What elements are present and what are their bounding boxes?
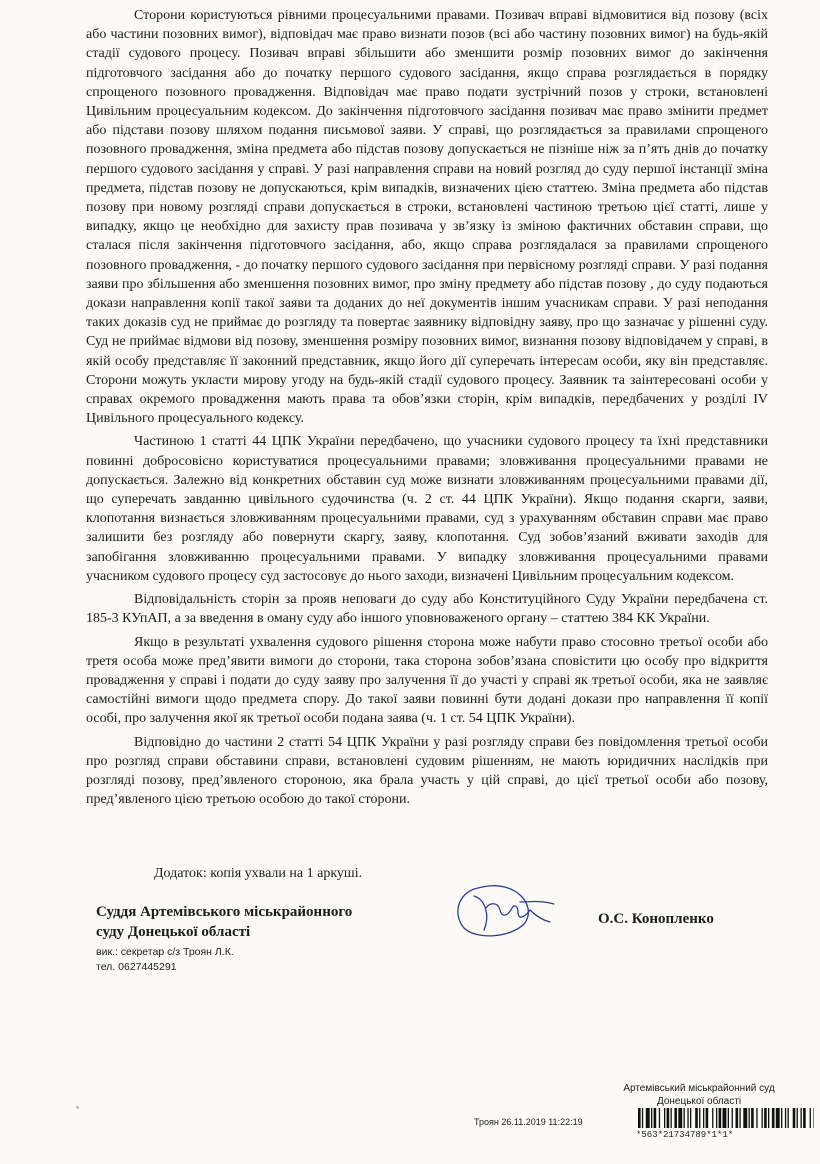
handwritten-signature	[450, 880, 560, 942]
barcode-bar	[781, 1108, 782, 1128]
barcode-bar	[642, 1108, 643, 1128]
barcode-bar	[776, 1108, 780, 1128]
paragraph-4: Якщо в результаті ухвалення судового рішення сторона може набути право стосовно третьої особи або третя особа може пред’явити вимоги до сторони, така сторона зобов’язана сповістити цю особу про відкриття провадження у справі і подати до суду заяву про залучення її до участі у справі як третьої особи, яка не заявляє самостійні вимоги щодо предмета спору. До такої заяви повинні бути додані докази про направлення її копії особі, про залучення якої як третьої особи подана заява (ч. 1 ст. 54 ЦПК України).	[86, 634, 768, 727]
barcode-bar	[699, 1108, 700, 1128]
barcode-bar	[659, 1108, 660, 1128]
barcode-bar	[690, 1108, 691, 1128]
barcode-bar	[739, 1108, 740, 1128]
punch-mark	[76, 1106, 79, 1109]
barcode-bar	[695, 1108, 698, 1128]
judge-title-line-2: суду Донецької області	[96, 924, 251, 940]
barcode-bar	[743, 1108, 747, 1128]
paragraph-3: Відповідальність сторін за прояв неповаги до суду або Конституційного Суду України передбачена ст. 185-3 КУпАП, а за введення в оману суду або іншого уповноваженого органу – статтею 384 КК України.	[86, 592, 768, 627]
barcode-bar	[762, 1108, 763, 1128]
registration-stamp: Троян 26.11.2019 11:22:19	[474, 1117, 583, 1127]
stamp-line-1: Артемівський міськрайонний суд	[623, 1083, 775, 1094]
barcode-bar	[712, 1108, 713, 1128]
barcode-bar	[654, 1108, 657, 1128]
paragraph-5: Відповідно до частини 2 статті 54 ЦПК України у разі розгляду справи без повідомлення третьої особи про розгляд справи обставини справи, встановлені судовим рішенням, не мають юридичних наслідків при розгляді позову, пред’явленого стороною, яка брала участь у цій справі, до цієї третьої особи або позову, пред’явленого цією третьою особою до такої сторони.	[86, 734, 768, 808]
barcode-bar	[723, 1108, 727, 1128]
barcode-bar	[810, 1108, 811, 1128]
barcode-bar	[684, 1108, 685, 1128]
executor-info	[96, 945, 234, 975]
barcode-bar	[749, 1108, 750, 1128]
barcode-bar	[732, 1108, 733, 1128]
judge-title-line-1: Суддя Артемівського міськрайонного	[96, 904, 353, 920]
barcode-bar	[801, 1108, 802, 1128]
barcode-bar	[646, 1108, 650, 1128]
barcode-bar	[756, 1108, 757, 1128]
barcode-bar	[768, 1108, 769, 1128]
paragraph-2: Частиною 1 статті 44 ЦПК України передбачено, що учасники судового процесу та їхні представники повинні добросовісно користуватися процесуальними правами; зловживання процесуальними правами не допускається. Залежно від конкретних обставин суд може визнати зловживанням процесуальними правами дії, що суперечать завданню цивільного судочинства (ч. 2 ст. 44 ЦПК України). Якщо подання скарги, заяви, клопотання визнається зловживанням процесуальними правами, суд з урахуванням обставин справи має право залишити без розгляду або повернути скаргу, заяву, клопотання. Суд зобов’язаний вживати заходів для запобігання зловживанню процесуальними правами. У випадку зловживання процесуальними правами учасником судового процесу суд застосовує до нього заходи, визначені Цивільним процесуальним кодексом.	[86, 434, 768, 584]
barcode-bar	[638, 1108, 641, 1128]
barcode-bar	[793, 1108, 796, 1128]
barcode-bar	[664, 1108, 665, 1128]
barcode	[638, 1108, 814, 1128]
executor-line: вик.: секретар с/з Троян Л.К.	[96, 946, 234, 958]
judge-title	[96, 902, 416, 942]
barcode-number: *563*21734789*1*1*	[636, 1130, 734, 1140]
barcode-bar	[814, 1108, 815, 1128]
paragraph-1: Сторони користуються рівними процесуальними правами. Позивач вправі відмовитися від позову (всіх або частини позовних вимог), відповідач має право визнати позов (всі або частину позовних вимог) на будь-якій стадії судового процесу. Позивач вправі збільшити або зменшити розмір позовних вимог до закінчення підготовчого засідання або до початку першого судового засідання, якщо справа розглядається в порядку спрощеного позовного провадження. Відповідач має право подати зустрічний позов у строки, встановлені Цивільним процесуальним кодексом. До закінчення підготовчого засідання позивач має право змінити предмет або підстави позову шляхом подання письмової заяви. У справі, що розглядається за правилами спрощеного позовного провадження, зміна предмета або підстав позову допускається не пізніше ніж за п’ять днів до початку першого судового засідання у справі. У разі направлення справи на новий розгляд до суду першої інстанції зміна предмета, підстав позову не допускаються, крім випадків, визначених цією статтею. Зміна предмета або підстав позову при новому розгляді справи допускається в строки, встановлені частиною третьою цієї статті, лише у випадку, якщо це необхідно для захисту прав позивача у зв’язку із зміною фактичних обставин справи, що сталася після закінчення підготовчого засідання, або, якщо справа розглядалася за правилами спрощеного позовного провадження, - до початку першого судового засідання при первісному розгляді справи. У разі подання заяви про збільшення або зменшення позовних вимог, про зміну предмету або підстав позову , до суду подаються докази направлення копії такої заяви та доданих до неї документів іншим учасникам справи. У разі неподання таких доказів суд не приймає до розгляду та повертає заявнику відповідну заяву, про що зазначає у рішенні суду. Суд не приймає відмови від позову, зменшення розміру позовних вимог, визнання позову відповідачем у справі, в якій особу представляє її законний представник, якщо його дії суперечать інтересам особи, яку він представляє. Сторони можуть укласти мирову угоду на будь-якій стадії судового процесу. Заявник та заінтересовані особи у справах окремого провадження мають права та обов’язки сторін, крім випадків, передбачених у розділі IV Цивільного процесуального кодексу.	[86, 8, 768, 427]
barcode-bar	[764, 1108, 767, 1128]
phone-line: тел. 0627445291	[96, 961, 177, 973]
barcode-bar	[716, 1108, 717, 1128]
barcode-bar	[728, 1108, 729, 1128]
barcode-bar	[687, 1108, 688, 1128]
letter-body	[86, 6, 768, 813]
barcode-bar	[703, 1108, 704, 1128]
barcode-bar	[803, 1108, 806, 1128]
signer-name: О.С. Конопленко	[598, 911, 714, 927]
barcode-bar	[671, 1108, 672, 1128]
barcode-bar	[706, 1108, 709, 1128]
stamp-line-2: Донецької області	[656, 1096, 742, 1107]
barcode-bar	[651, 1108, 652, 1128]
barcode-bar	[772, 1108, 775, 1128]
attachment-note: Додаток: копія ухвали на 1 аркуші.	[154, 866, 363, 881]
barcode-bar	[736, 1108, 739, 1128]
barcode-bar	[797, 1108, 798, 1128]
barcode-bar	[667, 1108, 670, 1128]
barcode-bar	[751, 1108, 754, 1128]
barcode-bar	[678, 1108, 682, 1128]
barcode-bar	[785, 1108, 786, 1128]
barcode-bar	[719, 1108, 722, 1128]
court-stamp	[596, 1082, 802, 1108]
barcode-bar	[788, 1108, 789, 1128]
barcode-bar	[674, 1108, 677, 1128]
